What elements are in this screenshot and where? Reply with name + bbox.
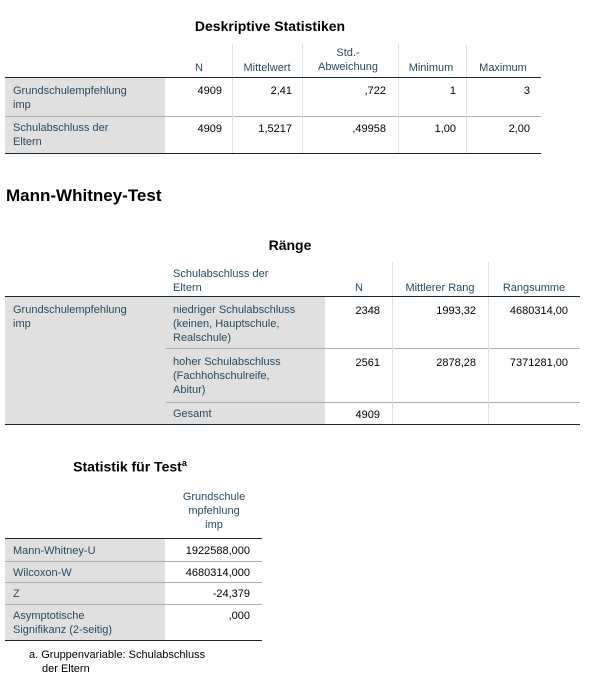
desc-cell: 1 — [449, 85, 456, 97]
ranks-cell-rank-sum: 7371281,00 — [509, 357, 568, 369]
desc-cell: ,722 — [364, 85, 386, 97]
ranks-group-label: hoher Schulabschluss (Fachhohschulreife, Abitur) — [173, 356, 281, 396]
ranks-cell-n: 4909 — [355, 409, 380, 421]
test-stats-title: Statistik für Test$^a$ — [73, 458, 187, 475]
desc-cell: 1,00 — [434, 123, 456, 135]
test-stat-value: -24,379 — [212, 588, 250, 600]
desc-header-max: Maximum — [479, 62, 527, 74]
desc-row-label: Schulabschluss der Eltern — [13, 122, 109, 148]
test-stat-label: Wilcoxon-W — [13, 567, 72, 579]
test-stat-value: 4680314,000 — [185, 567, 250, 579]
test-stat-label: Asymptotische Signifikanz (2-seitig) — [13, 610, 113, 636]
desc-cell: 4909 — [197, 85, 222, 97]
descriptives-title: Deskriptive Statistiken — [194, 18, 346, 34]
test-stat-label: Mann-Whitney-U — [13, 545, 96, 557]
ranks-group-label: niedriger Schulabschluss (keinen, Hauptschule, Realschule) — [173, 304, 296, 344]
ranks-variable-label: Grundschulempfehlung imp — [13, 304, 127, 330]
ranks-cell-n: 2561 — [355, 357, 380, 369]
test-stat-value: 1922588,000 — [185, 545, 250, 557]
ranks-header-mean-rank: Mittlerer Rang — [405, 282, 475, 294]
desc-header-mean: Mittelwert — [243, 62, 291, 74]
ranks-cell-n: 2348 — [355, 305, 380, 317]
test-stat-value: ,000 — [228, 610, 250, 622]
desc-header-n: N — [195, 62, 203, 74]
desc-cell: 3 — [523, 85, 530, 97]
desc-header-sd: Std.- Abweichung — [318, 47, 378, 73]
desc-row-label: Grundschulempfehlung imp — [13, 85, 127, 111]
ranks-header-rank-sum: Rangsumme — [502, 282, 566, 294]
desc-cell: 1,5217 — [258, 123, 292, 135]
test-stats-column-header: Grundschule mpfehlung imp — [182, 491, 246, 531]
desc-cell: 2,00 — [508, 123, 530, 135]
desc-header-min: Minimum — [408, 62, 454, 74]
desc-cell: ,49958 — [352, 123, 386, 135]
ranks-header-n: N — [355, 282, 363, 294]
footnote-continued: der Eltern — [42, 663, 90, 675]
test-stat-label: Z — [13, 588, 20, 600]
footnote-marker: a — [181, 458, 187, 468]
ranks-group-label: Gesamt — [173, 408, 212, 420]
footnote: a. Gruppenvariable: Schulabschluss — [29, 649, 206, 661]
desc-cell: 2,41 — [270, 85, 292, 97]
ranks-cell-rank-sum: 4680314,00 — [509, 305, 568, 317]
test-heading: Mann-Whitney-Test — [6, 186, 162, 205]
ranks-group-header: Schulabschluss der Eltern — [173, 268, 269, 294]
ranks-title: Ränge — [268, 237, 312, 253]
ranks-cell-mean-rank: 2878,28 — [436, 357, 476, 369]
desc-cell: 4909 — [197, 123, 222, 135]
ranks-cell-mean-rank: 1993,32 — [436, 305, 476, 317]
